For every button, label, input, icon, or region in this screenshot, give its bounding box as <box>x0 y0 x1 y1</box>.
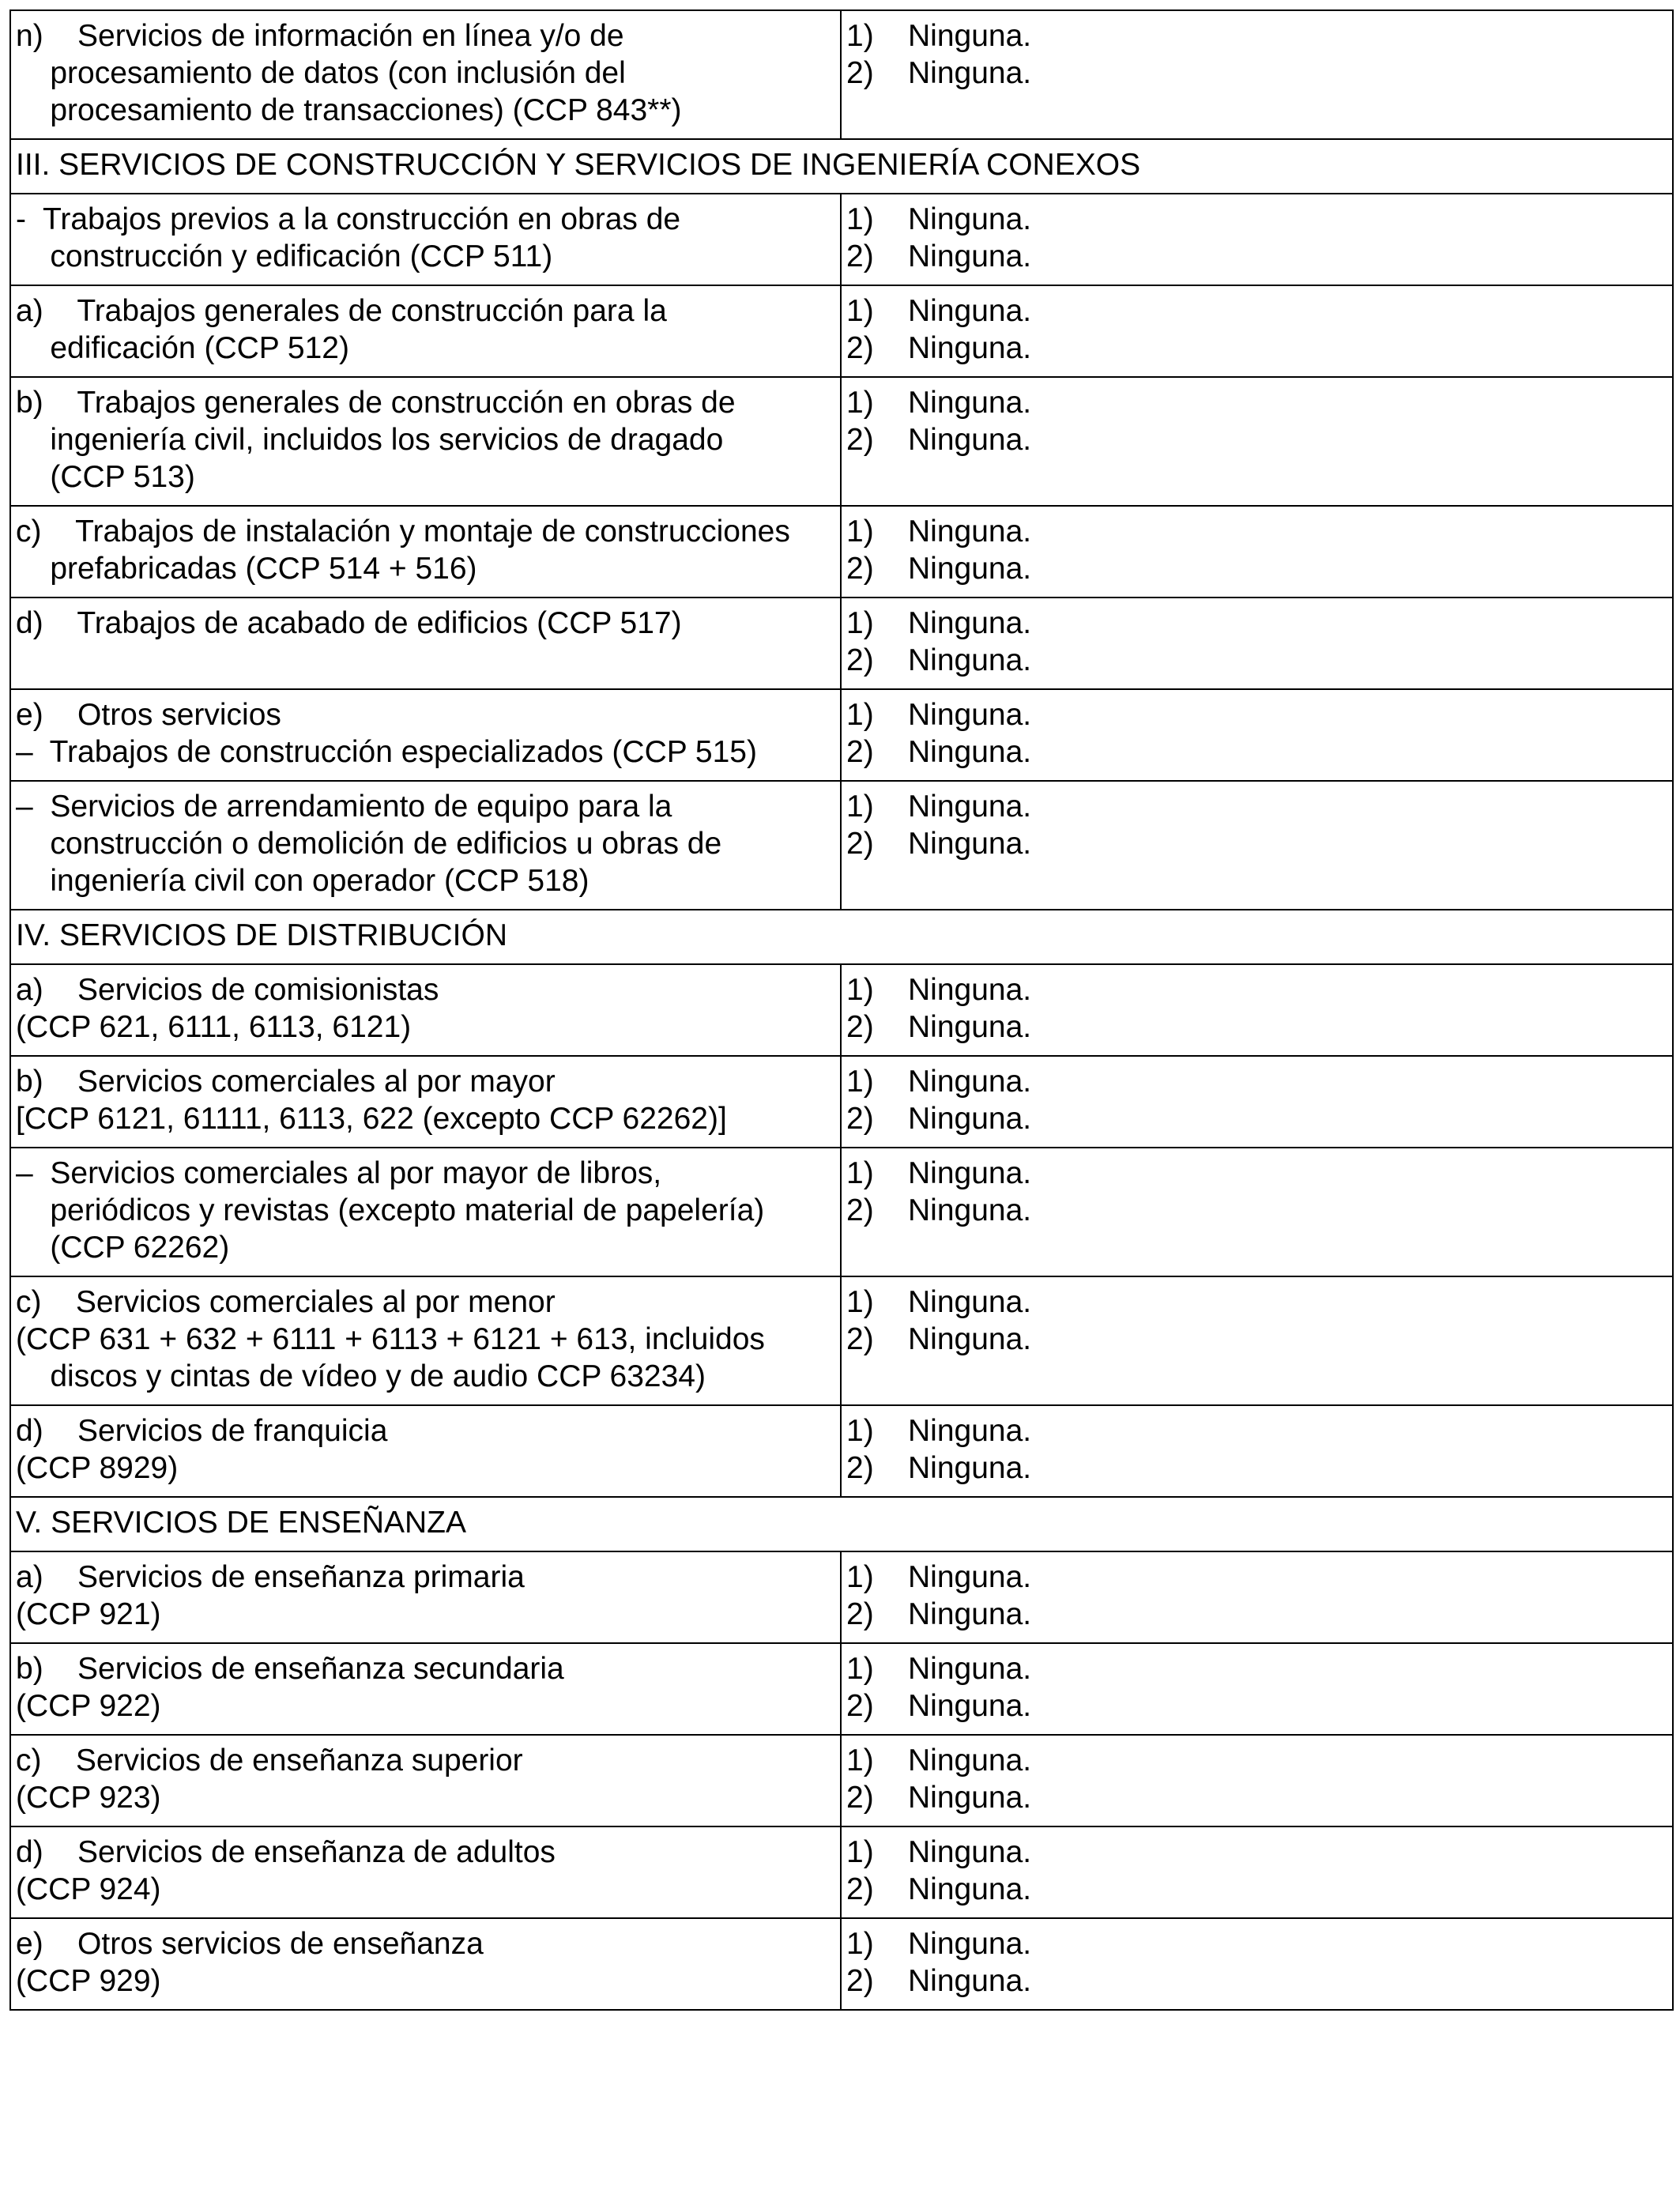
table-row <box>10 1148 1673 1276</box>
limitations-cell <box>841 194 1673 285</box>
table-row <box>10 1826 1673 1918</box>
supply-mode-entry: 2) Ninguna. <box>846 1193 1032 1227</box>
sector-description-line: (CCP 8929) <box>16 1451 179 1485</box>
sector-description-cell <box>10 1148 841 1276</box>
supply-mode-entry: 1) Ninguna. <box>846 1835 1032 1869</box>
supply-mode-entry: 1) Ninguna. <box>846 515 1032 548</box>
limitations-cell <box>841 285 1673 377</box>
sector-description-line: ingeniería civil con operador (CCP 518) <box>16 864 590 898</box>
sector-description-line: – Trabajos de construcción especializados (CCP 515) <box>16 735 757 769</box>
supply-mode-entry: 2) Ninguna. <box>846 1781 1032 1815</box>
limitations-cell <box>841 1918 1673 2010</box>
sector-description-line: prefabricadas (CCP 514 + 516) <box>16 552 477 586</box>
supply-mode-entry: 2) Ninguna. <box>846 1102 1032 1136</box>
table-row <box>10 689 1673 781</box>
supply-mode-entry: 1) Ninguna. <box>846 1285 1032 1319</box>
supply-mode-entry: 2) Ninguna. <box>846 1964 1032 1998</box>
sector-description-line: periódicos y revistas (excepto material de papelería) <box>16 1193 765 1227</box>
sector-description-cell <box>10 377 841 506</box>
sector-description-line: (CCP 921) <box>16 1597 161 1631</box>
limitations-cell <box>841 1056 1673 1148</box>
sector-description-line: b) Servicios comerciales al por mayor <box>16 1065 556 1099</box>
supply-mode-entry: 2) Ninguna. <box>846 56 1032 90</box>
sector-description-cell <box>10 1826 841 1918</box>
limitations-cell <box>841 1148 1673 1276</box>
sector-description-line: c) Trabajos de instalación y montaje de construcciones <box>16 515 790 548</box>
table-row <box>10 1643 1673 1735</box>
supply-mode-entry: 1) Ninguna. <box>846 698 1032 732</box>
section-title: V. SERVICIOS DE ENSEÑANZA <box>10 1497 1673 1551</box>
section-header-row <box>10 1497 1673 1551</box>
sector-description-line: e) Otros servicios <box>16 698 281 732</box>
supply-mode-entry: 1) Ninguna. <box>846 1560 1032 1594</box>
sector-description-cell <box>10 1405 841 1497</box>
sector-description-line: d) Trabajos de acabado de edificios (CCP 517) <box>16 606 682 640</box>
sector-description-line: – Servicios comerciales al por mayor de libros, <box>16 1156 662 1190</box>
supply-mode-entry: 2) Ninguna. <box>846 1689 1032 1723</box>
table-row <box>10 598 1673 689</box>
supply-mode-entry: 1) Ninguna. <box>846 606 1032 640</box>
table-row <box>10 1735 1673 1826</box>
sector-description-line: c) Servicios comerciales al por menor <box>16 1285 556 1319</box>
sector-description-cell <box>10 506 841 598</box>
sector-description-cell <box>10 781 841 910</box>
supply-mode-entry: 2) Ninguna. <box>846 239 1032 273</box>
sector-description-cell <box>10 194 841 285</box>
limitations-cell <box>841 1276 1673 1405</box>
sector-description-line: – Servicios de arrendamiento de equipo para la <box>16 790 672 824</box>
supply-mode-entry: 2) Ninguna. <box>846 1872 1032 1906</box>
sector-description-cell <box>10 285 841 377</box>
limitations-cell <box>841 377 1673 506</box>
sector-description-line: (CCP 922) <box>16 1689 161 1723</box>
sector-description-line: edificación (CCP 512) <box>16 331 349 365</box>
sector-description-line: b) Servicios de enseñanza secundaria <box>16 1652 564 1686</box>
section-title: IV. SERVICIOS DE DISTRIBUCIÓN <box>10 910 1673 964</box>
sector-description-line: (CCP 513) <box>16 460 195 494</box>
table-row <box>10 10 1673 139</box>
limitations-cell <box>841 781 1673 910</box>
section-header-row <box>10 139 1673 194</box>
table-row <box>10 781 1673 910</box>
sector-description-line: - Trabajos previos a la construcción en obras de <box>16 202 681 236</box>
supply-mode-entry: 2) Ninguna. <box>846 1010 1032 1044</box>
limitations-cell <box>841 689 1673 781</box>
sector-description-line: (CCP 924) <box>16 1872 161 1906</box>
table-row <box>10 377 1673 506</box>
supply-mode-entry: 1) Ninguna. <box>846 19 1032 53</box>
sector-description-line: e) Otros servicios de enseñanza <box>16 1927 484 1961</box>
sector-description-cell <box>10 689 841 781</box>
supply-mode-entry: 2) Ninguna. <box>846 735 1032 769</box>
sector-description-cell <box>10 1735 841 1826</box>
sector-description-line: (CCP 621, 6111, 6113, 6121) <box>16 1010 412 1044</box>
sector-description-line: construcción y edificación (CCP 511) <box>16 239 553 273</box>
sector-description-line: a) Trabajos generales de construcción para la <box>16 294 667 328</box>
table-body <box>10 10 1673 2010</box>
table-row <box>10 285 1673 377</box>
supply-mode-entry: 1) Ninguna. <box>846 1744 1032 1777</box>
supply-mode-entry: 1) Ninguna. <box>846 1652 1032 1686</box>
table-row <box>10 1056 1673 1148</box>
sector-description-line: (CCP 929) <box>16 1964 161 1998</box>
sector-description-cell <box>10 598 841 689</box>
sector-description-line: construcción o demolición de edificios u obras de <box>16 827 722 861</box>
sector-description-cell <box>10 1643 841 1735</box>
limitations-cell <box>841 506 1673 598</box>
limitations-cell <box>841 1735 1673 1826</box>
supply-mode-entry: 2) Ninguna. <box>846 552 1032 586</box>
sector-description-line: ingeniería civil, incluidos los servicios de dragado <box>16 423 724 457</box>
table-row <box>10 1918 1673 2010</box>
sector-description-line: b) Trabajos generales de construcción en obras de <box>16 386 736 420</box>
supply-mode-entry: 2) Ninguna. <box>846 331 1032 365</box>
sector-description-line: (CCP 631 + 632 + 6111 + 6113 + 6121 + 613, incluidos <box>16 1322 765 1356</box>
table-row <box>10 964 1673 1056</box>
limitations-cell <box>841 598 1673 689</box>
sector-description-line: (CCP 923) <box>16 1781 161 1815</box>
sector-description-line: (CCP 62262) <box>16 1231 230 1265</box>
section-header-row <box>10 910 1673 964</box>
sector-description-line: [CCP 6121, 61111, 6113, 622 (excepto CCP 62262)] <box>16 1102 727 1136</box>
limitations-cell <box>841 964 1673 1056</box>
sector-description-line: c) Servicios de enseñanza superior <box>16 1744 523 1777</box>
sector-description-line: discos y cintas de vídeo y de audio CCP 63234) <box>16 1359 706 1393</box>
sector-description-line: procesamiento de datos (con inclusión del <box>16 56 626 90</box>
sector-description-cell <box>10 1276 841 1405</box>
table-row <box>10 194 1673 285</box>
sector-description-cell <box>10 964 841 1056</box>
table-row <box>10 1405 1673 1497</box>
supply-mode-entry: 2) Ninguna. <box>846 643 1032 677</box>
supply-mode-entry: 2) Ninguna. <box>846 1597 1032 1631</box>
sector-description-cell <box>10 1056 841 1148</box>
sector-description-line: d) Servicios de enseñanza de adultos <box>16 1835 556 1869</box>
sector-description-line: n) Servicios de información en línea y/o de <box>16 19 624 53</box>
supply-mode-entry: 1) Ninguna. <box>846 294 1032 328</box>
supply-mode-entry: 1) Ninguna. <box>846 1156 1032 1190</box>
supply-mode-entry: 1) Ninguna. <box>846 1414 1032 1448</box>
limitations-cell <box>841 10 1673 139</box>
sector-description-line: a) Servicios de enseñanza primaria <box>16 1560 525 1594</box>
supply-mode-entry: 1) Ninguna. <box>846 1065 1032 1099</box>
limitations-cell <box>841 1405 1673 1497</box>
supply-mode-entry: 1) Ninguna. <box>846 386 1032 420</box>
supply-mode-entry: 1) Ninguna. <box>846 1927 1032 1961</box>
table-row <box>10 1551 1673 1643</box>
sector-description-line: d) Servicios de franquicia <box>16 1414 388 1448</box>
supply-mode-entry: 2) Ninguna. <box>846 827 1032 861</box>
table-row <box>10 1276 1673 1405</box>
supply-mode-entry: 2) Ninguna. <box>846 1322 1032 1356</box>
supply-mode-entry: 2) Ninguna. <box>846 1451 1032 1485</box>
supply-mode-entry: 1) Ninguna. <box>846 202 1032 236</box>
table-row <box>10 506 1673 598</box>
sector-description-line: procesamiento de transacciones) (CCP 843**) <box>16 93 682 127</box>
limitations-cell <box>841 1643 1673 1735</box>
sector-description-cell <box>10 1918 841 2010</box>
sector-description-line: a) Servicios de comisionistas <box>16 973 439 1007</box>
commitments-table <box>9 9 1674 2011</box>
limitations-cell <box>841 1551 1673 1643</box>
sector-description-cell <box>10 1551 841 1643</box>
section-title: III. SERVICIOS DE CONSTRUCCIÓN Y SERVICIOS DE INGENIERÍA CONEXOS <box>10 139 1673 194</box>
limitations-cell <box>841 1826 1673 1918</box>
supply-mode-entry: 2) Ninguna. <box>846 423 1032 457</box>
supply-mode-entry: 1) Ninguna. <box>846 973 1032 1007</box>
sector-description-cell <box>10 10 841 139</box>
supply-mode-entry: 1) Ninguna. <box>846 790 1032 824</box>
